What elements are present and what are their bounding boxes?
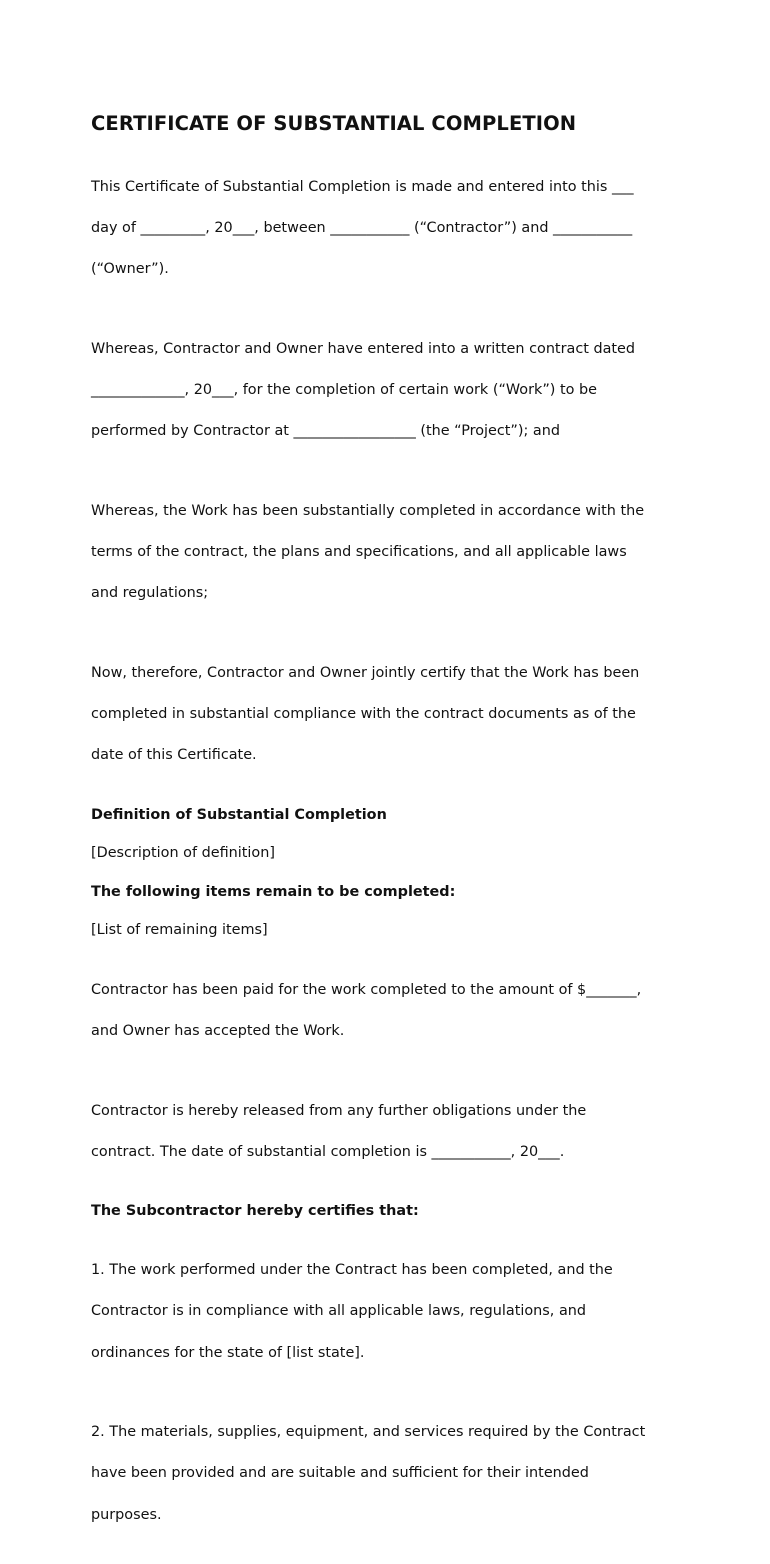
- definition-placeholder: [Description of definition]: [91, 845, 275, 862]
- now-therefore-line: Now, therefore, Contractor and Owner jointly certify that the Work has been: [91, 665, 640, 682]
- intro-line: This Certificate of Substantial Completion is made and entered into this ___: [91, 178, 634, 195]
- whereas-contract-paragraph: [91, 318, 681, 462]
- certification-item-1-line: Contractor is in compliance with all applicable laws, regulations, and: [91, 1303, 587, 1320]
- definition-heading: Definition of Substantial Completion: [91, 806, 387, 823]
- remaining-items-heading: The following items remain to be completed:: [91, 883, 456, 900]
- intro-paragraph: [91, 156, 681, 300]
- document-body: [91, 112, 681, 1564]
- intro-line: (“Owner”).: [91, 260, 169, 277]
- certification-item-2-line: have been provided and are suitable and sufficient for their intended: [91, 1465, 589, 1482]
- whereas-contract-line: Whereas, Contractor and Owner have entered into a written contract dated: [91, 340, 636, 357]
- release-paragraph: [91, 1080, 681, 1183]
- remaining-items-placeholder: [List of remaining items]: [91, 922, 268, 939]
- payment-line: Contractor has been paid for the work completed to the amount of $_______,: [91, 981, 642, 998]
- release-line: contract. The date of substantial completion is ___________, 20___.: [91, 1143, 565, 1160]
- whereas-completed-line: and regulations;: [91, 585, 209, 602]
- certification-item-1-line: 1. The work performed under the Contract has been completed, and the: [91, 1262, 613, 1279]
- payment-line: and Owner has accepted the Work.: [91, 1022, 345, 1039]
- whereas-contract-line: _____________, 20___, for the completion of certain work (“Work”) to be: [91, 381, 597, 398]
- now-therefore-paragraph: [91, 642, 681, 786]
- intro-line: day of _________, 20___, between ___________ (“Contractor”) and ___________: [91, 219, 633, 236]
- release-line: Contractor is hereby released from any further obligations under the: [91, 1102, 587, 1119]
- subcontractor-heading: The Subcontractor hereby certifies that:: [91, 1202, 419, 1219]
- whereas-completed-line: Whereas, the Work has been substantially completed in accordance with the: [91, 502, 645, 519]
- certification-item-1-line: ordinances for the state of [list state].: [91, 1344, 365, 1361]
- whereas-contract-line: performed by Contractor at _________________ (the “Project”); and: [91, 423, 560, 440]
- now-therefore-line: date of this Certificate.: [91, 747, 257, 764]
- whereas-completed-paragraph: [91, 480, 681, 624]
- certification-item-2-line: 2. The materials, supplies, equipment, and services required by the Contract: [91, 1424, 646, 1441]
- document-title: CERTIFICATE OF SUBSTANTIAL COMPLETION: [91, 112, 577, 135]
- certification-item-2-line: purposes.: [91, 1506, 162, 1523]
- payment-paragraph: [91, 959, 681, 1062]
- certification-item-1: [91, 1240, 681, 1384]
- certification-item-2: [91, 1402, 681, 1546]
- now-therefore-line: completed in substantial compliance with the contract documents as of the: [91, 706, 636, 723]
- whereas-completed-line: terms of the contract, the plans and specifications, and all applicable laws: [91, 544, 627, 561]
